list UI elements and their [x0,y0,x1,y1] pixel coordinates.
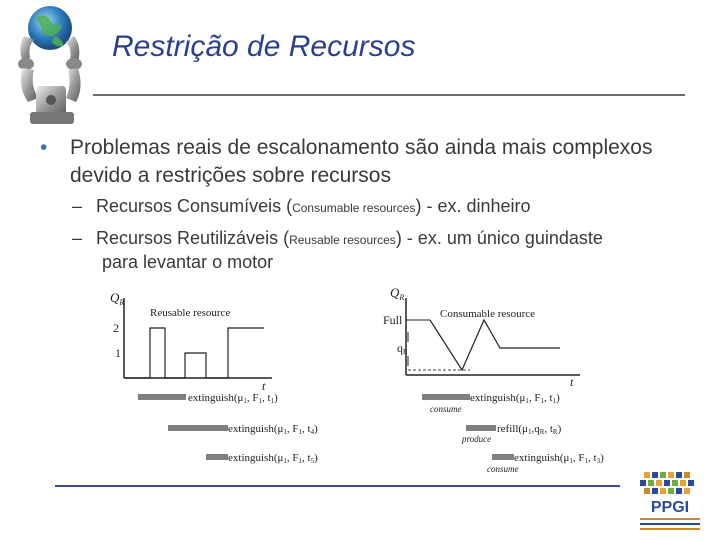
sub-bullet-text: Recursos Consumíveis ( [96,196,293,216]
slide-title: Restrição de Recursos [112,30,416,63]
activity-label: extinguish(μ1, F1, t5) [228,452,318,465]
produce-note: produce [462,434,492,444]
q-label: qR [397,341,408,356]
reusable-resource-diagram [110,290,318,465]
sub-bullet-text-end: ) - ex. dinheiro [415,196,531,216]
robot-globe-logo [4,2,104,128]
activity-bar [422,394,470,400]
sub-bullet-consumable [72,194,531,220]
activity-label: extinguish(μ1, F1, t1) [470,392,560,405]
main-bullet-text: Problemas reais de escalonamento são ainda mais complexos devido a restrições sobre recursos [70,136,653,187]
bullet-dot: • [40,136,48,159]
reusable-usage-line [124,328,264,378]
ppgi-logo [630,468,710,534]
consumable-resource-label: Consumable resource [440,308,535,320]
sub-bullet-dash: – [72,196,83,216]
consume-note: consume [430,404,462,414]
activity-bar [138,394,186,400]
consumable-level-line [430,320,560,370]
activity-label: extinguish(μ1, F1, t1) [188,392,278,405]
ppgi-logo-text: PPGI [650,499,690,516]
sub-bullet-small-text: Consumable resources [292,201,416,215]
y-axis-label: $Q_R$ [390,285,405,302]
ppgi-logo-stripe [640,523,700,525]
reusable-resource-label: Reusable resource [150,307,231,319]
consume-note: consume [487,464,519,474]
ppgi-logo-stripe [640,518,700,520]
activity-label: refill(μ1,qR, tR) [497,423,562,436]
tick-1: 1 [115,346,121,360]
tick-2: 2 [113,321,119,335]
activity-label: extinguish(μ1, F1, t4) [228,423,318,436]
full-label: Full [383,313,403,327]
activity-bar [492,454,514,460]
y-axis-label: $Q_R$ [110,290,125,307]
activity-bar [466,425,496,431]
x-axis-label: t [570,375,574,389]
footer-divider [55,485,620,487]
sub-bullet-continuation: para levantar o motor [102,252,274,272]
sub-bullet-reusable [72,226,603,252]
ppgi-logo-mosaic [640,472,694,494]
sub-bullet-dash: – [72,228,83,248]
title-divider [93,94,685,96]
x-axis-label: t [262,379,266,393]
ppgi-logo-stripe [640,528,700,530]
sub-bullet-text-end: ) - ex. um único guindaste [395,228,603,248]
sub-bullet-text: Recursos Reutilizáveis ( [96,228,290,248]
consumable-resource-diagram [383,285,604,474]
main-bullet [40,134,680,190]
resource-diagrams [0,280,720,480]
sub-bullet-small-text: Reusable resources [289,233,396,247]
activity-bar [168,425,228,431]
activity-bar [206,454,228,460]
activity-label: extinguish(μ1, F1, t3) [514,452,604,465]
